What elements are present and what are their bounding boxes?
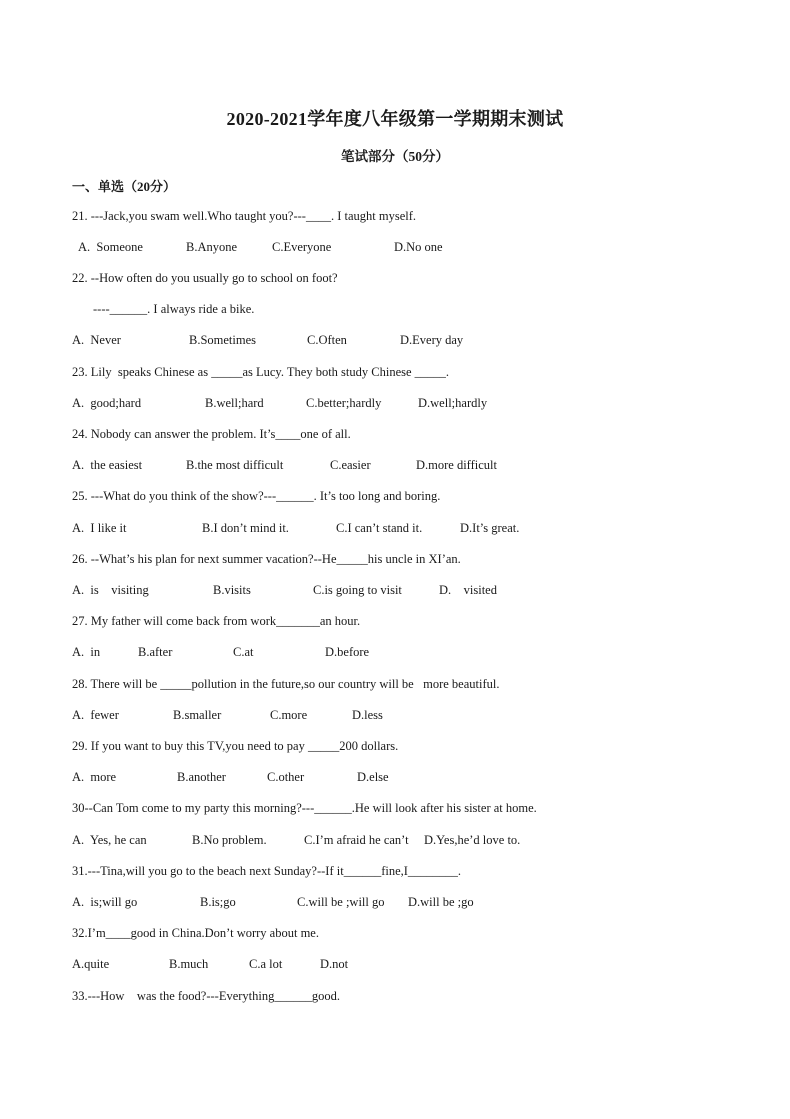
option-c: C.more	[270, 708, 308, 722]
question-text: 33.---How was the food?---Everything______good.	[72, 989, 340, 1003]
page-subtitle: 笔试部分（50分）	[341, 149, 449, 164]
question-text: 25. ---What do you think of the show?---______. It’s too long and boring.	[72, 489, 441, 503]
option-c: C.is going to visit	[313, 583, 402, 597]
question-text: 30--Can Tom come to my party this morning?---______.He will look after his sister at home.	[72, 801, 537, 815]
option-a: A. Never	[72, 333, 121, 347]
option-b: B.No problem.	[192, 833, 267, 847]
answer-options	[0, 330, 790, 350]
option-d: D.before	[325, 645, 370, 659]
answer-options	[0, 705, 790, 725]
option-b: B.Sometimes	[189, 333, 257, 347]
answer-options	[0, 642, 790, 662]
option-d: D.No one	[394, 240, 443, 254]
page-title: 2020-2021学年度八年级第一学期期末测试	[226, 109, 564, 129]
question-text: 24. Nobody can answer the problem. It’s____one of all.	[72, 427, 351, 441]
option-d: D.else	[357, 770, 389, 784]
question-text: 23. Lily speaks Chinese as _____as Lucy. They both study Chinese _____.	[72, 365, 450, 379]
option-d: D.It’s great.	[460, 521, 520, 535]
option-b: B.much	[169, 957, 209, 971]
question-text: 28. There will be _____pollution in the future,so our country will be more beautiful.	[72, 677, 500, 691]
option-a: A. in	[72, 645, 101, 659]
option-a: A. fewer	[72, 708, 119, 722]
answer-options	[0, 767, 790, 787]
option-a: A. good;hard	[72, 396, 142, 410]
option-c: C.easier	[330, 458, 371, 472]
option-d: D.less	[352, 708, 383, 722]
answer-options	[0, 580, 790, 600]
option-b: B.Anyone	[186, 240, 238, 254]
option-b: B.another	[177, 770, 226, 784]
option-d: D.will be ;go	[408, 895, 474, 909]
option-d: D.Yes,he’d love to.	[424, 833, 521, 847]
answer-options	[0, 892, 790, 912]
option-c: C.other	[267, 770, 305, 784]
question-text: 26. --What’s his plan for next summer vacation?--He_____his uncle in XI’an.	[72, 552, 461, 566]
option-c: C.Everyone	[272, 240, 332, 254]
option-b: B.I don’t mind it.	[202, 521, 289, 535]
option-b: B.after	[138, 645, 173, 659]
question-text: 32.I’m____good in China.Don’t worry about me.	[72, 926, 319, 940]
option-a: A. is visiting	[72, 583, 149, 597]
question-text: 21. ---Jack,you swam well.Who taught you?---____. I taught myself.	[72, 209, 417, 223]
option-c: C.at	[233, 645, 254, 659]
option-b: B.is;go	[200, 895, 236, 909]
question-text: 31.---Tina,will you go to the beach next Sunday?--If it______fine,I________.	[72, 864, 462, 878]
option-b: B.visits	[213, 583, 251, 597]
option-a: A. Someone	[78, 240, 143, 254]
answer-options	[0, 518, 790, 538]
option-c: C.a lot	[249, 957, 283, 971]
option-a: A. I like it	[72, 521, 127, 535]
answer-options	[0, 237, 790, 257]
option-d: D. visited	[439, 583, 497, 597]
answer-options	[0, 830, 790, 850]
option-a: A. the easiest	[72, 458, 143, 472]
section-heading: 一、单选（20分）	[72, 179, 177, 194]
option-d: D.well;hardly	[418, 396, 488, 410]
option-a: A. is;will go	[72, 895, 138, 909]
option-d: D.more difficult	[416, 458, 497, 472]
answer-options	[0, 954, 790, 974]
option-d: D.not	[320, 957, 349, 971]
question-response-line: ----______. I always ride a bike.	[93, 302, 255, 316]
option-a: A. Yes, he can	[72, 833, 147, 847]
option-c: C.better;hardly	[306, 396, 382, 410]
option-a: A.quite	[72, 957, 110, 971]
answer-options	[0, 455, 790, 475]
option-b: B.smaller	[173, 708, 222, 722]
option-d: D.Every day	[400, 333, 464, 347]
option-c: C.will be ;will go	[297, 895, 385, 909]
option-c: C.Often	[307, 333, 347, 347]
option-a: A. more	[72, 770, 117, 784]
option-b: B.well;hard	[205, 396, 264, 410]
question-text: 29. If you want to buy this TV,you need to pay _____200 dollars.	[72, 739, 399, 753]
option-b: B.the most difficult	[186, 458, 284, 472]
option-c: C.I can’t stand it.	[336, 521, 423, 535]
question-text: 22. --How often do you usually go to school on foot?	[72, 271, 338, 285]
answer-options	[0, 393, 790, 413]
option-c: C.I’m afraid he can’t	[304, 833, 409, 847]
question-text: 27. My father will come back from work_______an hour.	[72, 614, 361, 628]
